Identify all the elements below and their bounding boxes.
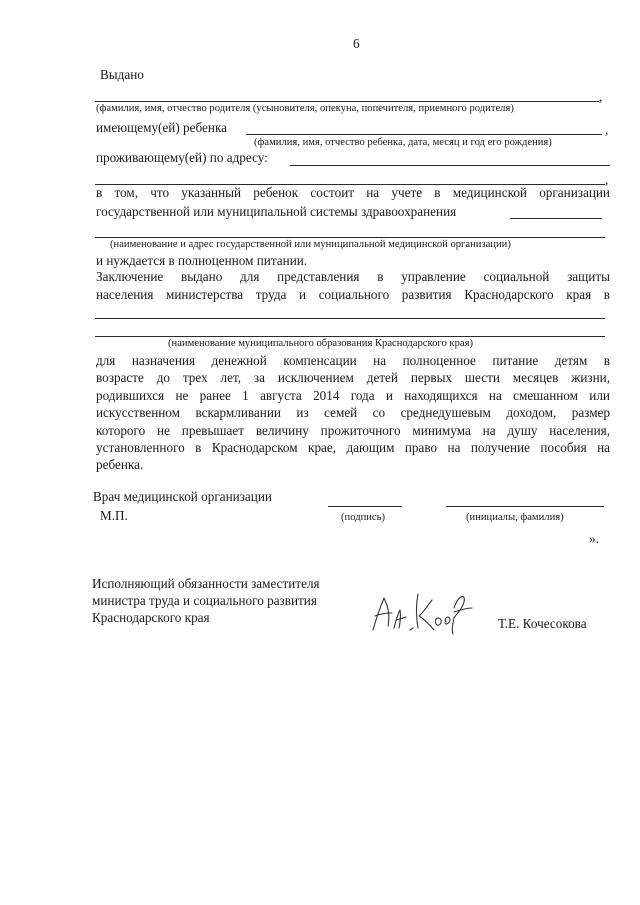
parent-caption: (фамилия, имя, отчество родителя (усыновителя, опекуна, попечителя, приемного родителя): [96, 103, 514, 114]
parent-name-line: [95, 101, 599, 102]
handwritten-signature: [366, 586, 484, 636]
purpose-line-4: искусственном вскармливании из семей со среднедушевым доходом, размер: [96, 405, 610, 421]
closing-quote: ».: [589, 531, 599, 546]
address-label: проживающему(ей) по адресу:: [96, 150, 268, 165]
initials-caption: (инициалы, фамилия): [466, 512, 564, 523]
registration-line-1: в том, что указанный ребенок состоит на учете в медицинской организации: [96, 185, 610, 200]
official-title-line-1: Исполняющий обязанности заместителя: [92, 576, 320, 591]
org-caption: (наименование и адрес государственной или муниципальной медицинской организации): [110, 239, 511, 250]
org-line-2: [95, 237, 605, 238]
official-title-line-2: министра труда и социального развития: [92, 593, 317, 608]
official-title-line-3: Краснодарского края: [92, 610, 210, 625]
purpose-line-2: возрасте до трех лет, за исключением детей первых шести месяцев жизни,: [96, 370, 610, 386]
issued-label: Выдано: [100, 67, 144, 82]
conclusion-line-2: населения министерства труда и социального развития Краснодарского края в: [96, 287, 610, 302]
municipality-line-2: [95, 336, 605, 337]
purpose-line-1: для назначения денежной компенсации на полноценное питание детям в: [96, 353, 610, 368]
child-caption: (фамилия, имя, отчество ребенка, дата, месяц и год его рождения): [254, 137, 552, 148]
registration-line-2: государственной или муниципальной системы здравоохранения: [96, 204, 457, 219]
child-name-line: [246, 134, 602, 135]
trailing-comma: ,: [599, 89, 603, 104]
org-line-1: [510, 218, 602, 219]
address-line-1: [290, 165, 610, 166]
nutrition-need: и нуждается в полноценном питании.: [96, 253, 308, 268]
signature-line: [328, 506, 402, 507]
trailing-comma: ,: [605, 172, 609, 187]
purpose-line-6: установленного в Краснодарском крае, дающим право на получение пособия на: [96, 440, 610, 456]
page-number: 6: [353, 36, 360, 51]
signature-caption: (подпись): [341, 512, 385, 523]
municipality-line-1: [95, 318, 605, 319]
doctor-label: Врач медицинской организации: [93, 489, 272, 504]
municipality-caption: (наименование муниципального образования Краснодарского края): [168, 338, 473, 349]
purpose-paragraph: [96, 352, 610, 474]
conclusion-line-1: Заключение выдано для представления в управление социальной защиты: [96, 269, 610, 284]
purpose-line-5: которого не превышает величину прожиточного минимума на душу населения,: [96, 422, 610, 438]
stamp-label: М.П.: [100, 508, 128, 523]
official-name: Т.Е. Кочесокова: [498, 616, 587, 631]
trailing-comma: ,: [605, 122, 609, 137]
purpose-line-7: ребенка.: [96, 457, 144, 473]
purpose-line-3: родившихся не ранее 1 августа 2014 года и находящихся на смешанном или: [96, 387, 610, 403]
child-label: имеющему(ей) ребенка: [96, 120, 227, 135]
initials-line: [446, 506, 604, 507]
